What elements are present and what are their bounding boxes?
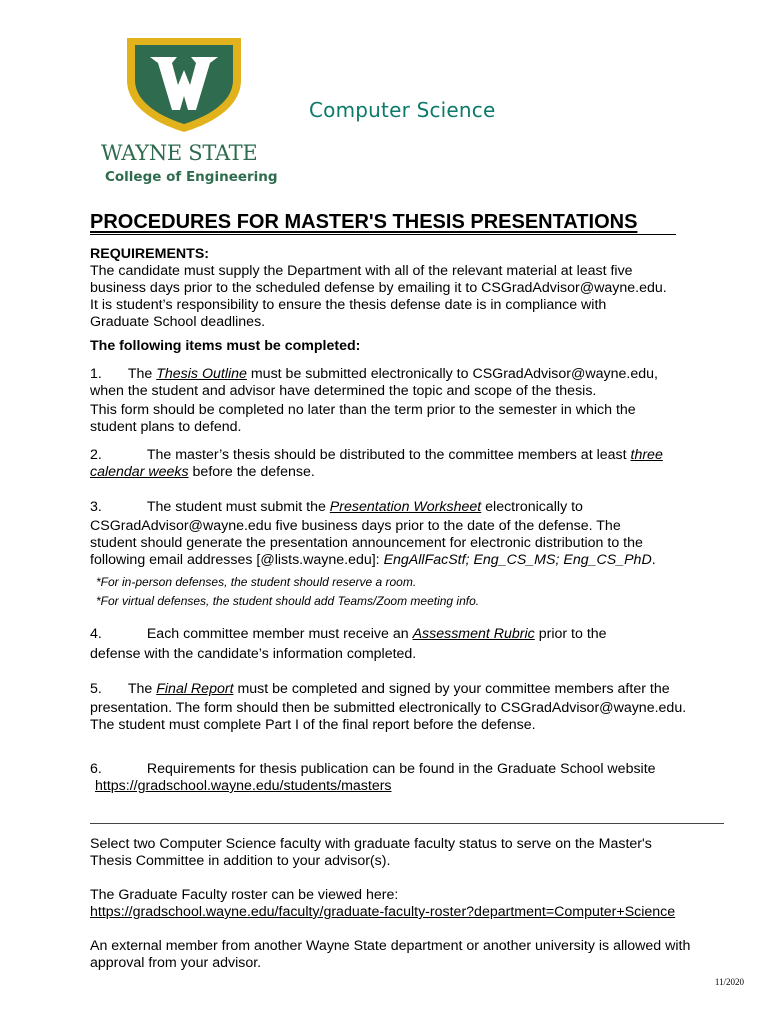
requirements-line: It is student’s responsibility to ensure the thesis defense date is in compliance with <box>90 297 607 313</box>
requirements-line: Graduate School deadlines. <box>90 314 266 330</box>
item-6: 6. Requirements for thesis publication can be found in the Graduate School website https://gradschool.wayne.edu/students/masters <box>90 761 656 794</box>
item-number: 3. <box>90 499 102 515</box>
requirements-line: The candidate must supply the Department with all of the relevant material at least five <box>90 263 633 279</box>
wayne-state-logo <box>100 30 280 190</box>
thesis-outline-link[interactable]: Thesis Outline <box>156 366 247 382</box>
item-number: 6. <box>90 761 102 777</box>
item-5: 5. The Final Report must be completed and signed by your committee members after the presentation. The form should then be submitted electronically to CSGradAdvisor@wayne.edu. The student must complete Part I of the final report before the defense. <box>90 681 687 733</box>
item-2: 2. The master’s thesis should be distributed to the committee members at least three calendar weeks before the defense. <box>90 447 663 480</box>
title-underline <box>90 234 676 235</box>
department-name: Computer Science <box>309 98 496 122</box>
item-4: 4. Each committee member must receive an Assessment Rubric prior to the defense with the candidate’s information completed. <box>90 626 607 662</box>
requirements-section <box>90 246 730 331</box>
requirements-line: business days prior to the scheduled defense by emailing it to CSGradAdvisor@wayne.edu. <box>90 280 667 296</box>
item-1: 1. The Thesis Outline must be submitted electronically to CSGradAdvisor@wayne.edu, when the student and advisor have determined the topic and scope of the thesis. This form should be completed no later than the term prior to the semester in which the student plans to defend. <box>90 366 658 435</box>
items-heading: The following items must be completed: <box>90 338 361 354</box>
logo-subtitle: College of Engineering <box>105 169 278 185</box>
page-title: PROCEDURES FOR MASTER'S THESIS PRESENTATIONS <box>90 211 638 233</box>
virtual-note: *For virtual defenses, the student should add Teams/Zoom meeting info. <box>96 594 480 608</box>
logo-wordmark: WAYNE STATE <box>101 141 258 165</box>
item-number: 5. <box>90 681 102 697</box>
revision-date: 11/2020 <box>714 977 744 987</box>
item-3: 3. The student must submit the Presentation Worksheet electronically to CSGradAdvisor@wayne.edu five business days prior to the date of the defense. The student should generate the presentation announcement for electronic distribution to the following email addresses [@lists.wayne.edu]: EngAllFacStf; Eng_CS_MS; Eng_CS_PhD. *For in-person defenses, the student should reserve a room. *For virtual defenses, the student should add Teams/Zoom meeting info. <box>90 499 730 609</box>
requirements-heading: REQUIREMENTS: <box>90 246 210 262</box>
gradschool-masters-link[interactable]: https://gradschool.wayne.edu/students/masters <box>95 778 392 794</box>
presentation-worksheet-link[interactable]: Presentation Worksheet <box>329 499 482 515</box>
item-number: 1. <box>90 366 102 382</box>
item-number: 2. <box>90 447 102 463</box>
in-person-note: *For in-person defenses, the student should reserve a room. <box>96 575 417 589</box>
shield-w-icon <box>100 30 280 190</box>
final-report-link[interactable]: Final Report <box>156 681 234 697</box>
assessment-rubric-link[interactable]: Assessment Rubric <box>412 626 535 642</box>
section-divider <box>90 823 724 824</box>
committee-section: Select two Computer Science faculty with graduate faculty status to serve on the Master's Thesis Committee in addition to your advisor(s). The Graduate Faculty roster can be viewed here: https://gradschool.wayne.edu/faculty/graduate-faculty-roster?department=Computer+Science An external member from another Wayne State department or another university is allowed with approval from your advisor. <box>90 836 691 971</box>
item-number: 4. <box>90 626 102 642</box>
graduate-faculty-roster-link[interactable]: https://gradschool.wayne.edu/faculty/graduate-faculty-roster?department=Computer+Science <box>90 904 676 920</box>
